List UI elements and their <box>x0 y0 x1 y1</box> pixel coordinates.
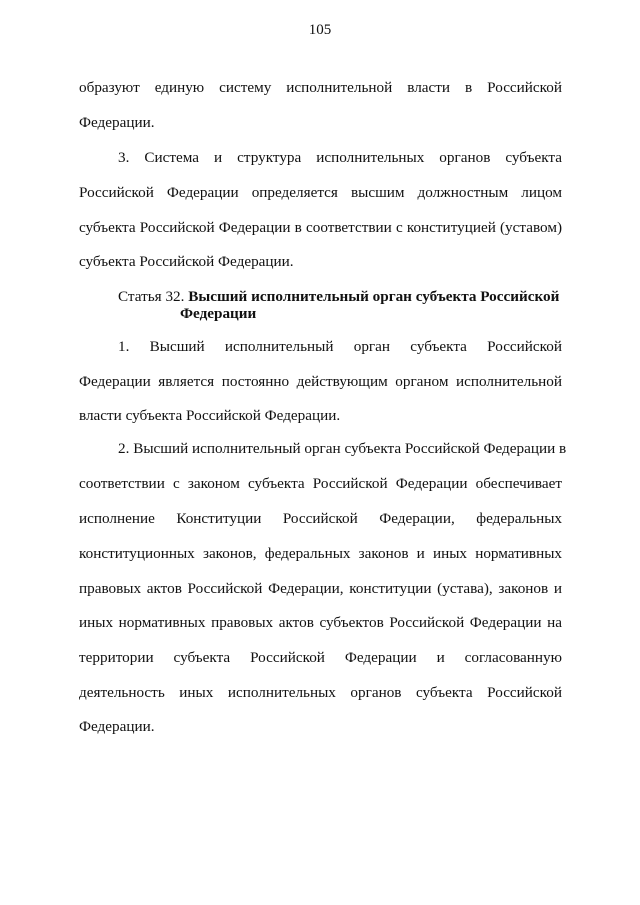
paragraph-3-line-3: власти субъекта Российской Федерации. <box>79 407 341 424</box>
paragraph-2-line-3: субъекта Российской Федерации в соответствии с конституцией (уставом) <box>79 219 562 236</box>
paragraph-4-line-7: территории субъекта Российской Федерации и согласованную <box>79 649 562 666</box>
paragraph-3-line-1: 1. Высший исполнительный орган субъекта Российской <box>118 338 562 355</box>
paragraph-4-line-8: деятельность иных исполнительных органов субъекта Российской <box>79 684 562 701</box>
article-title-line-2: Федерации <box>180 305 257 322</box>
article-prefix: Статья 32. <box>118 288 185 305</box>
paragraph-2-line-1: 3. Система и структура исполнительных органов субъекта <box>118 149 562 166</box>
paragraph-2-line-4: субъекта Российской Федерации. <box>79 253 294 270</box>
article-title-line-1: Высший исполнительный орган субъекта Российской <box>188 288 560 305</box>
article-heading <box>118 288 562 306</box>
paragraph-4-line-6: иных нормативных правовых актов субъектов Российской Федерации на <box>79 614 562 631</box>
paragraph-2-line-2: Российской Федерации определяется высшим должностным лицом <box>79 184 562 201</box>
paragraph-4-line-2: соответствии с законом субъекта Российской Федерации обеспечивает <box>79 475 562 492</box>
paragraph-4-line-3: исполнение Конституции Российской Федерации, федеральных <box>79 510 562 527</box>
paragraph-1-line-1: образуют единую систему исполнительной власти в Российской <box>79 79 562 96</box>
paragraph-4-line-1: 2. Высший исполнительный орган субъекта Российской Федерации в <box>118 440 567 457</box>
paragraph-1-line-2: Федерации. <box>79 114 155 131</box>
paragraph-4-line-4: конституционных законов, федеральных законов и иных нормативных <box>79 545 562 562</box>
paragraph-3-line-2: Федерации является постоянно действующим органом исполнительной <box>79 373 562 390</box>
paragraph-4-line-5: правовых актов Российской Федерации, конституции (устава), законов и <box>79 580 562 597</box>
page-number: 105 <box>308 22 332 38</box>
paragraph-4-line-9: Федерации. <box>79 718 155 735</box>
